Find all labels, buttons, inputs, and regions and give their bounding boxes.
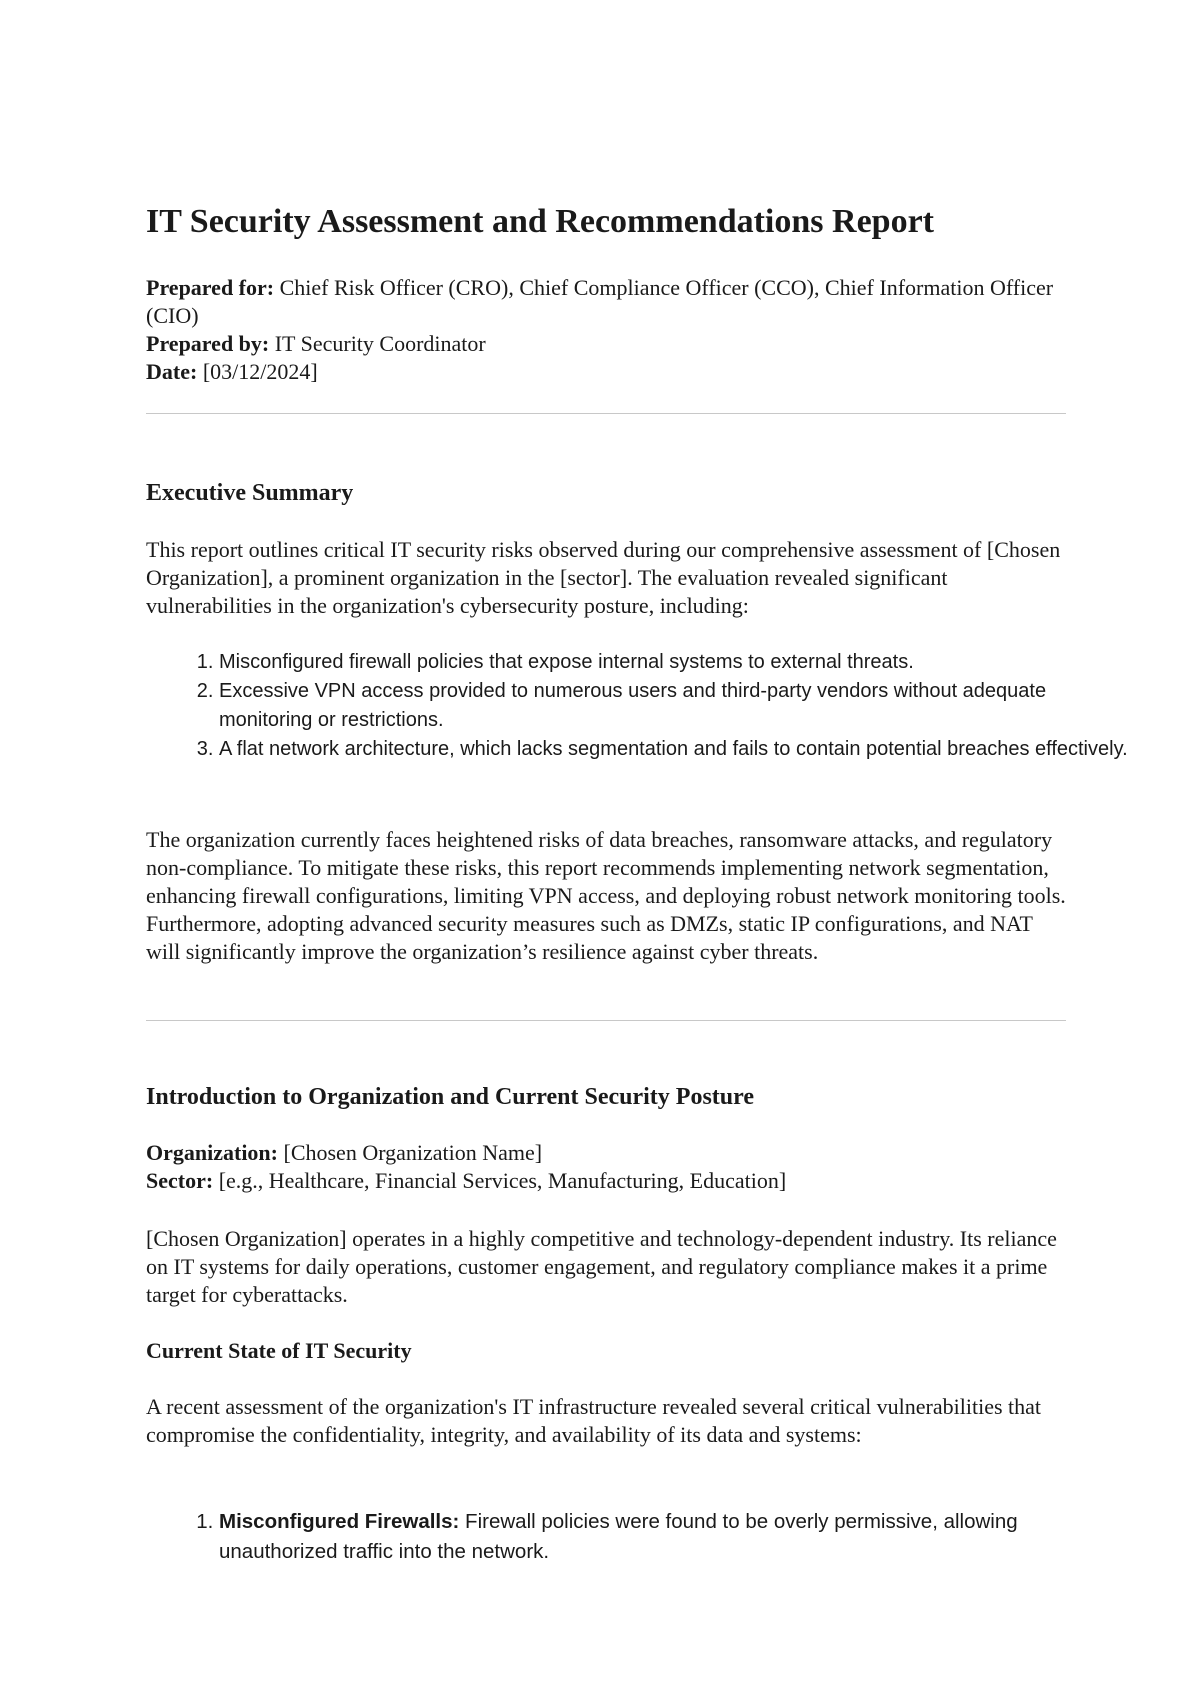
- sector-value: [e.g., Healthcare, Financial Services, Manufacturing, Education]: [213, 1168, 787, 1193]
- executive-summary-conclusion: The organization currently faces heightened risks of data breaches, ransomware attacks, and regulatory non-compliance. To mitigate these risks, this report recommends implementing network segmentation, enhancing firewall configurations, limiting VPN access, and deploying robust network monitoring tools. Furthermore, adopting advanced security measures such as DMZs, static IP configurations, and NAT will significantly improve the organization’s resilience against cyber threats.: [146, 827, 1066, 964]
- list-item: 2. Excessive VPN access provided to numerous users and third-party vendors without adequate monitoring or restrictions.: [219, 677, 1139, 735]
- executive-summary-list: [146, 648, 1139, 764]
- prepared-by-line: [146, 330, 1066, 358]
- list-item: 1. Misconfigured firewall policies that expose internal systems to external threats.: [219, 648, 1139, 677]
- executive-summary-intro: This report outlines critical IT security risks observed during our comprehensive assessment of [Chosen Organization], a prominent organization in the [sector]. The evaluation revealed significant vulnerabilities in the organization's cybersecurity posture, including:: [146, 537, 1061, 618]
- prepared-for-value: Chief Risk Officer (CRO), Chief Compliance Officer (CCO), Chief Information Officer (CIO): [146, 275, 1054, 328]
- report-title: IT Security Assessment and Recommendations Report: [146, 203, 934, 240]
- section-divider: [146, 1020, 1066, 1021]
- organization-info: [146, 1139, 1066, 1195]
- sector-line: [146, 1167, 1066, 1195]
- date-label: Date:: [146, 359, 198, 384]
- introduction-heading: Introduction to Organization and Current Security Posture: [146, 1084, 755, 1110]
- date-value: [03/12/2024]: [197, 359, 318, 384]
- assessment-paragraph: A recent assessment of the organization's IT infrastructure revealed several critical vulnerabilities that compromise the confidentiality, integrity, and availability of its data and systems:: [146, 1394, 1042, 1447]
- prepared-for-label: Prepared for:: [146, 275, 275, 300]
- prepared-by-value: IT Security Coordinator: [269, 331, 486, 356]
- vulnerability-text: Firewall policies were found to be overly permissive, allowing unauthorized traffic into the network.: [219, 1510, 1018, 1563]
- date-line: [146, 358, 1066, 386]
- prepared-by-label: Prepared by:: [146, 331, 270, 356]
- executive-summary-heading: Executive Summary: [146, 480, 354, 506]
- organization-label: Organization:: [146, 1140, 278, 1165]
- section-divider: [146, 413, 1066, 414]
- vulnerabilities-list: [146, 1507, 1139, 1567]
- prepared-for-line: [146, 274, 1066, 330]
- vulnerability-label: Misconfigured Firewalls:: [219, 1510, 460, 1533]
- organization-value: [Chosen Organization Name]: [278, 1140, 543, 1165]
- introduction-paragraph: [Chosen Organization] operates in a highly competitive and technology-dependent industry. Its reliance on IT systems for daily operations, customer engagement, and regulatory compliance makes it a prime target for cyberattacks.: [146, 1226, 1057, 1307]
- current-state-subheading: Current State of IT Security: [146, 1338, 412, 1363]
- organization-line: [146, 1139, 1066, 1167]
- sector-label: Sector:: [146, 1168, 214, 1193]
- report-meta: [146, 274, 1066, 386]
- list-item: [219, 1507, 1139, 1567]
- list-item: 3. A flat network architecture, which lacks segmentation and fails to contain potential breaches effectively.: [219, 735, 1139, 764]
